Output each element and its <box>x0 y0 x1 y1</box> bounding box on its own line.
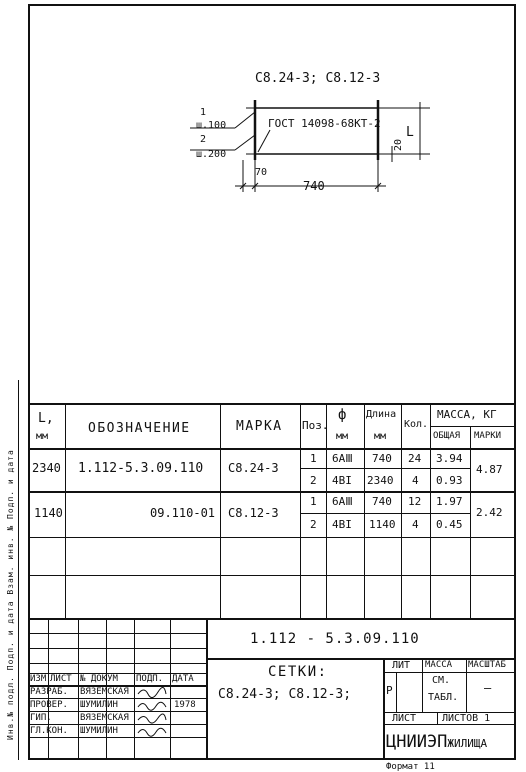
row2-mass-mark: 2.42 <box>476 506 503 519</box>
glkon-role: ГЛ.КОН. <box>30 726 68 736</box>
dim-20: 20 <box>393 138 405 152</box>
col-doc: № ДОКУМ <box>80 674 118 684</box>
sheet-label: ЛИСТ <box>392 713 417 724</box>
glkon-name: ШУМИЛИН <box>80 726 118 736</box>
header-mass: МАССА, КГ <box>437 408 497 421</box>
col-list: ЛИСТ <box>50 674 72 684</box>
org-suffix: ЖИЛИЩА <box>447 737 488 750</box>
row2-item2-qty: 4 <box>412 518 419 531</box>
header-mark: МАРКА <box>236 419 283 434</box>
stamp-title: СЕТКИ: <box>268 664 328 680</box>
mass-label: МАССА <box>425 660 453 670</box>
col-izm: ИЗМ <box>30 674 47 684</box>
row2-item2-dia: 4ВI <box>332 518 352 531</box>
row1-item2-pos: 2 <box>310 474 317 487</box>
razrab-name: ВЯЗЕМСКАЯ <box>80 687 129 697</box>
lit-value: Р <box>386 684 393 697</box>
row2-item2-pos: 2 <box>310 518 317 531</box>
gip-role: ГИП. <box>30 713 52 723</box>
header-dia: ф <box>338 407 347 423</box>
bar2-step: ш.200 <box>196 149 227 160</box>
header-length: Длина <box>366 409 397 420</box>
bar1-step: ш.100 <box>196 120 227 131</box>
document-code: 1.112 - 5.3.09.110 <box>250 631 420 647</box>
row1-item2-dia: 4ВI <box>332 474 352 487</box>
row1-item1-len: 740 <box>372 452 392 465</box>
dim-L: L <box>406 125 414 140</box>
scale-label: МАСШТАБ <box>468 660 506 670</box>
row1-mass-mark: 4.87 <box>476 463 503 476</box>
gost-note: ГОСТ 14098-68КТ-2 <box>268 117 381 130</box>
gip-name: ВЯЗЕМСКАЯ <box>80 713 129 723</box>
row2-item1-mass: 1.97 <box>436 495 463 508</box>
header-length-unit: мм <box>374 431 387 442</box>
row2-L: 1140 <box>34 506 63 520</box>
row1-item2-mass: 0.93 <box>436 474 463 487</box>
header-pos: Поз. <box>302 419 329 432</box>
header-mass-total: ОБЩАЯ <box>433 431 461 441</box>
col-sign: ПОДП. <box>136 674 164 684</box>
org-abbr: ЦНИИЭП <box>386 732 448 752</box>
row2-item1-len: 740 <box>372 495 392 508</box>
header-L: L, <box>38 411 54 426</box>
razrab-role: РАЗРАБ. <box>30 687 68 697</box>
row2-item2-len: 1140 <box>369 518 396 531</box>
header-qty: Кол. <box>404 419 429 430</box>
row1-mark: С8.24-3 <box>228 461 279 475</box>
signatures <box>134 685 170 737</box>
mass-value-1: СМ. <box>432 675 451 686</box>
row2-designation: 09.110-01 <box>150 506 216 520</box>
row1-item1-qty: 24 <box>408 452 422 465</box>
header-dia-unit: мм <box>336 431 349 442</box>
col-date: ДАТА <box>172 674 194 684</box>
bar1-number: 1 <box>200 107 207 118</box>
mass-value-2: ТАБЛ. <box>428 692 459 703</box>
org-name <box>386 734 487 751</box>
header-mass-mark: МАРКИ <box>474 431 502 441</box>
bar2-number: 2 <box>200 134 207 145</box>
stamp-subtitle: С8.24-3; С8.12-3; <box>218 687 352 702</box>
row1-item1-mass: 3.94 <box>436 452 463 465</box>
scale-value: — <box>484 681 492 695</box>
sketch-title: С8.24-3; С8.12-3 <box>255 71 381 86</box>
binding-strip-text: Инв.№ подл. Подп. и дата Взам. инв. № Подп. и дата <box>6 449 15 740</box>
row1-item1-dia: 6АⅢ <box>332 452 353 465</box>
row2-item2-mass: 0.45 <box>436 518 463 531</box>
dim-740: 740 <box>303 179 325 193</box>
header-designation: ОБОЗНАЧЕНИЕ <box>88 421 191 436</box>
row1-item2-len: 2340 <box>367 474 394 487</box>
header-L-unit: мм <box>36 431 49 442</box>
format-label: Формат 11 <box>386 762 435 772</box>
row1-L: 2340 <box>32 461 61 475</box>
prover-date: 1978 <box>174 700 196 710</box>
row2-mark: С8.12-3 <box>228 506 279 520</box>
row2-item1-qty: 12 <box>408 495 422 508</box>
row1-item2-qty: 4 <box>412 474 419 487</box>
sheets-label: ЛИСТОВ 1 <box>442 713 491 724</box>
prover-name: ШУМИЛИН <box>80 700 118 710</box>
row1-item1-pos: 1 <box>310 452 317 465</box>
row1-designation: 1.112-5.3.09.110 <box>78 461 204 476</box>
lit-label: ЛИТ <box>392 660 411 671</box>
binding-strip-line <box>18 380 19 760</box>
prover-role: ПРОВЕР. <box>30 700 68 710</box>
row2-item1-dia: 6АⅢ <box>332 495 353 508</box>
row2-item1-pos: 1 <box>310 495 317 508</box>
dim-70: 70 <box>255 167 268 178</box>
